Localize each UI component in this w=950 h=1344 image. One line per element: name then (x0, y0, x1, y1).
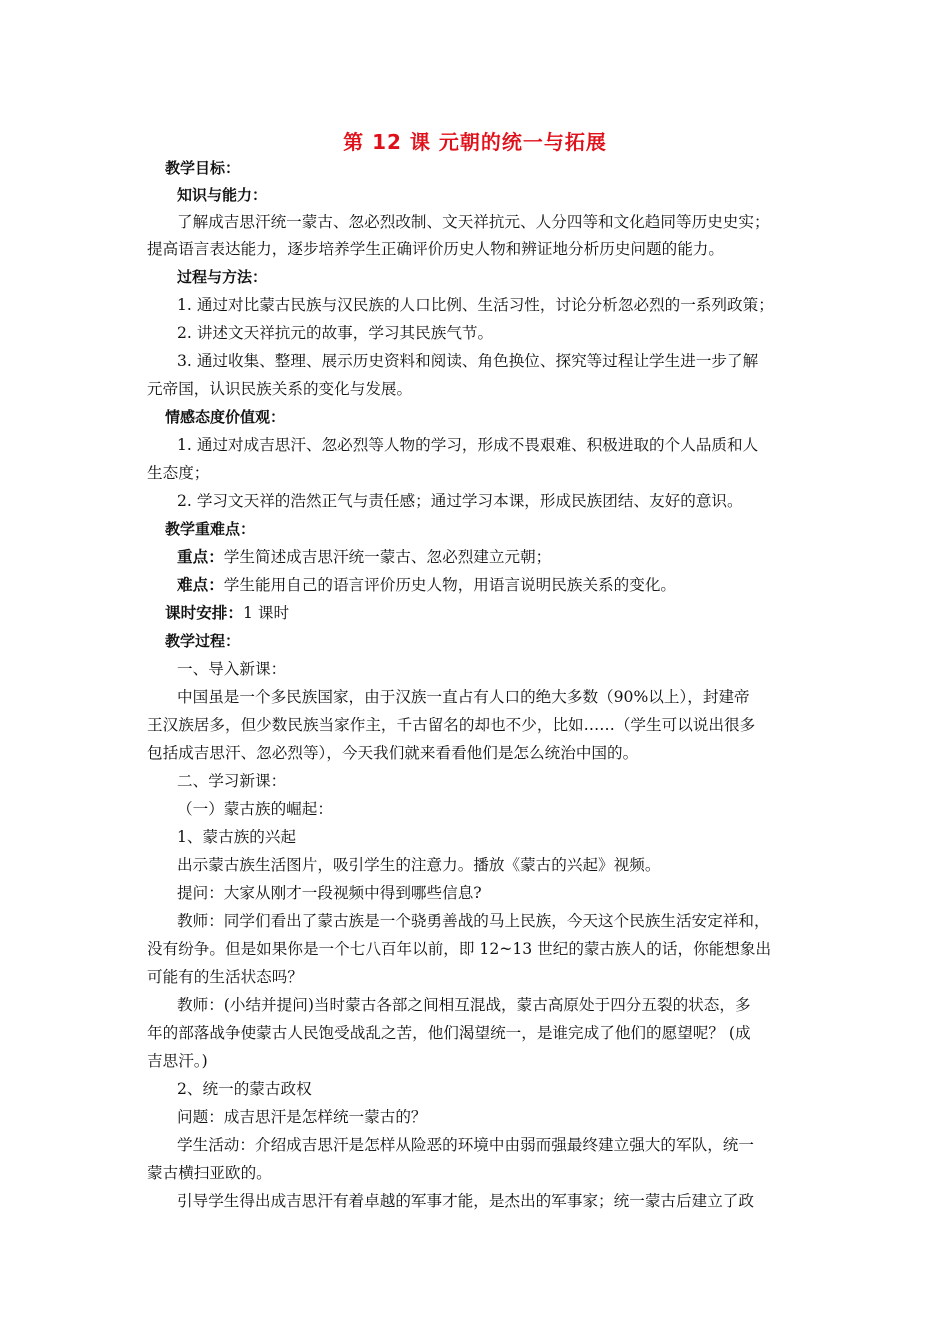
section-heading: 二、学习新课： (177, 772, 287, 790)
subsection-heading: （一）蒙古族的崛起： (177, 800, 333, 818)
heading-knowledge-ability: 知识与能力： (177, 186, 268, 204)
paragraph-line: 教师：(小结并提问)当时蒙古各部之间相互混战，蒙古高原处于四分五裂的状态，多 (177, 996, 751, 1014)
heading-key-points: 教学重难点： (165, 520, 256, 538)
paragraph-line: 教师：同学们看出了蒙古族是一个骁勇善战的马上民族，今天这个民族生活安定祥和， (177, 912, 770, 930)
schedule-line (165, 601, 835, 625)
paragraph-line: 2. 学习文天祥的浩然正气与责任感；通过学习本课，形成民族团结、友好的意识。 (177, 492, 743, 510)
paragraph-line: 1. 通过对成吉思汗、忽必烈等人物的学习，形成不畏艰难、积极进取的个人品质和人 (177, 436, 759, 454)
page-title: 第 12 课 元朝的统一与拓展 (343, 130, 607, 154)
section-heading: 一、导入新课： (177, 660, 287, 678)
label-key: 重点： (177, 548, 224, 566)
paragraph-line: 学生活动：介绍成吉思汗是怎样从险恶的环境中由弱而强最终建立强大的军队，统一 (177, 1136, 754, 1154)
paragraph-line: 可能有的生活状态吗？ (147, 968, 303, 986)
paragraph-line: 蒙古横扫亚欧的。 (147, 1164, 272, 1182)
paragraph-line: 2. 讲述文天祥抗元的故事，学习其民族气节。 (177, 324, 494, 342)
paragraph-line: 引导学生得出成吉思汗有着卓越的军事才能，是杰出的军事家；统一蒙古后建立了政 (177, 1192, 754, 1210)
paragraph-line: 提问：大家从刚才一段视频中得到哪些信息? (177, 884, 482, 902)
difficulty-text: 学生能用自己的语言评价历史人物，用语言说明民族关系的变化。 (223, 576, 677, 594)
difficulty-line (177, 573, 847, 597)
subsection-heading: 2、统一的蒙古政权 (177, 1080, 312, 1098)
heading-teaching-process: 教学过程： (165, 632, 241, 650)
heading-teaching-goals: 教学目标： (165, 159, 241, 177)
paragraph-line: 了解成吉思汗统一蒙古、忽必烈改制、文天祥抗元、人分四等和文化趋同等历史史实； (177, 213, 770, 231)
label-difficulty: 难点： (177, 576, 224, 594)
paragraph-line: 生态度； (147, 464, 210, 482)
schedule-text: 1 课时 (242, 604, 290, 622)
paragraph-line: 年的部落战争使蒙古人民饱受战乱之苦，他们渴望统一，是谁完成了他们的愿望呢？ (成 (147, 1024, 751, 1042)
key-point-line (177, 545, 847, 569)
paragraph-line: 1. 通过对比蒙古民族与汉民族的人口比例、生活习性，讨论分析忽必烈的一系列政策； (177, 296, 774, 314)
paragraph-line: 问题：成吉思汗是怎样统一蒙古的？ (177, 1108, 427, 1126)
paragraph-line: 包括成吉思汗、忽必烈等），今天我们就来看看他们是怎么统治中国的。 (147, 744, 639, 762)
paragraph-line: 王汉族居多，但少数民族当家作主，千古留名的却也不少，比如……（学生可以说出很多 (147, 716, 756, 734)
paragraph-line: 元帝国，认识民族关系的变化与发展。 (147, 380, 413, 398)
paragraph-line: 提高语言表达能力，逐步培养学生正确评价历史人物和辨证地分析历史问题的能力。 (147, 240, 724, 258)
heading-values: 情感态度价值观： (165, 408, 286, 426)
paragraph-line: 3. 通过收集、整理、展示历史资料和阅读、角色换位、探究等过程让学生进一步了解 (177, 352, 759, 370)
paragraph-line: 没有纷争。但是如果你是一个七八百年以前，即 12~13 世纪的蒙古族人的话，你能想象出 (147, 940, 772, 958)
paragraph-line: 中国虽是一个多民族国家，由于汉族一直占有人口的绝大多数（90%以上），封建帝 (177, 688, 750, 706)
paragraph-line: 出示蒙古族生活图片，吸引学生的注意力。播放《蒙古的兴起》视频。 (177, 856, 661, 874)
paragraph-line: 吉思汗。) (147, 1052, 208, 1070)
heading-process-method: 过程与方法： (177, 268, 268, 286)
label-schedule: 课时安排： (165, 604, 243, 622)
subsection-heading: 1、蒙古族的兴起 (177, 828, 297, 846)
key-text: 学生简述成吉思汗统一蒙古、忽必烈建立元朝； (223, 548, 552, 566)
